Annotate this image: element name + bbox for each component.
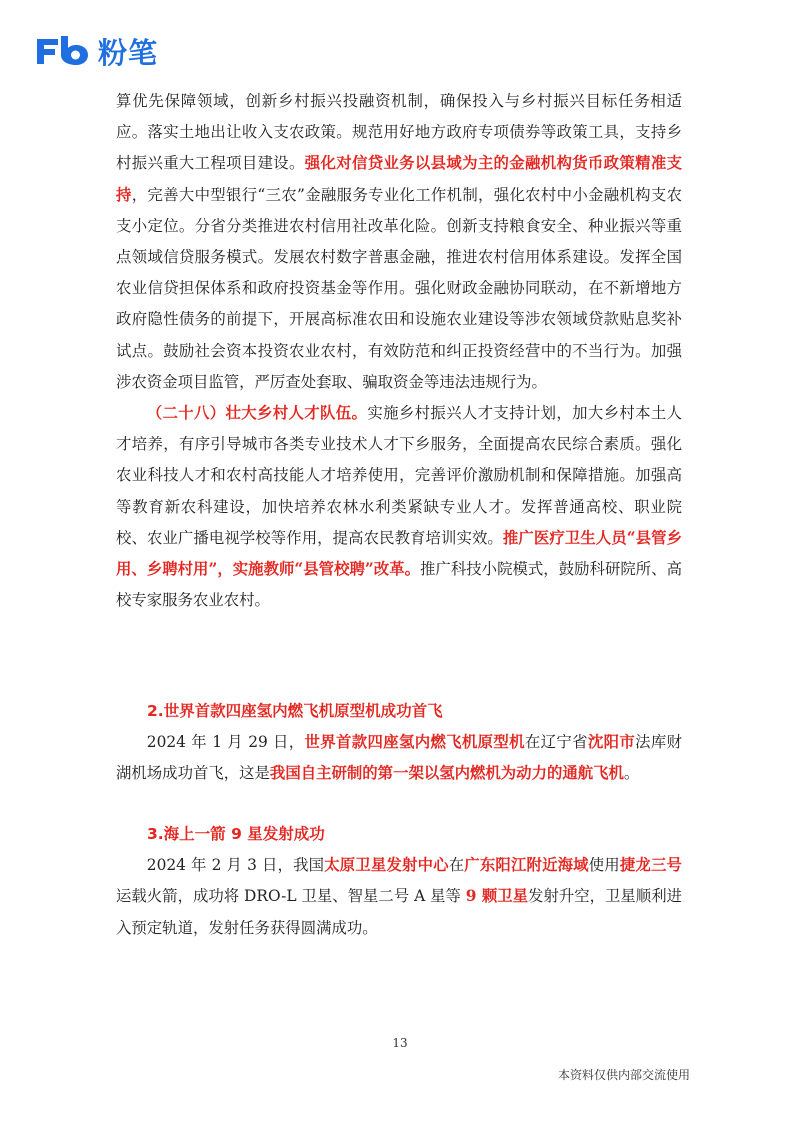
text-run: 2024 年 2 月 3 日，我国 bbox=[146, 856, 325, 875]
highlight-run: 强化对信贷业务以县域为主的金融机构货币政策精准支持 bbox=[116, 154, 682, 204]
section-heading: 3.海上一箭 9 星发射成功 bbox=[147, 825, 325, 843]
text-run: 运载火箭，成功将 DRO-L 卫星、智星二号 A 星等 bbox=[116, 887, 466, 906]
fenbi-logo-icon bbox=[34, 33, 96, 69]
text-run: 推广科技小院模式，鼓励科研院所、高校专家服务农业农村。 bbox=[116, 560, 682, 610]
text-run: 。 bbox=[623, 764, 640, 783]
section-heading: 2.世界首款四座氢内燃飞机原型机成功首飞 bbox=[147, 702, 443, 720]
highlight-run: 世界首款四座氢内燃飞机原型机 bbox=[304, 733, 525, 752]
text-run: 使用 bbox=[588, 856, 620, 875]
text-run: 在 bbox=[448, 856, 465, 875]
section-paragraph bbox=[116, 727, 682, 789]
text-run: 实施乡村振兴人才支持计划，加大乡村本土人才培养，有序引导城市各类专业技术人才下乡服务，全面提高农民综合素质。强化农业科技人才和农村高技能人才培养使用，完善评价激励机制和保障措施。加强高等教育新农科建设，加快培养农林水利类紧缺专业人才。发挥普通高校、职业院校、农业广播电视学校等作用，提高农民教育培训实效。 bbox=[116, 404, 682, 547]
highlight-run: 广东阳江附近海域 bbox=[464, 856, 589, 875]
text-run: 发射升空，卫星顺利进入预定轨道，发射任务获得圆满成功。 bbox=[116, 887, 682, 937]
text-run: ，完善大中型银行“三农”金融服务专业化工作机制，强化农村中小金融机构支农支小定位。分省分类推进农村信用社改革化险。创新支持粮食安全、种业振兴等重点领域信贷服务模式。发展农村数字普惠金融，推进农村信用体系建设。发挥全国农业信贷担保体系和政府投资基金等作用。强化财政金融协同联动，在不新增地方政府隐性债务的前提下，开展高标准农田和设施农业建设等涉农领域贷款贴息奖补试点。鼓励社会资本投资农业农村，有效防范和纠正投资经营中的不当行为。加强涉农资金项目监管，严厉查处套取、骗取资金等违法违规行为。 bbox=[116, 185, 682, 391]
paragraph-heading: （二十八）壮大乡村人才队伍。 bbox=[146, 404, 368, 423]
highlight-run: 捷龙三号 bbox=[619, 856, 682, 875]
document-body bbox=[116, 86, 682, 616]
highlight-run: 沈阳市 bbox=[587, 733, 636, 752]
highlight-run: 推广医疗卫生人员“县管乡用、乡聘村用”，实施教师“县管校聘”改革。 bbox=[116, 528, 682, 579]
text-run: 算优先保障领域，创新乡村振兴投融资机制，确保投入与乡村振兴目标任务相适应。落实土地出让收入支农政策。规范用好地方政府专项债券等政策工具，支持乡村振兴重大工程项目建设。 bbox=[116, 92, 682, 173]
text-run: 2024 年 1 月 29 日， bbox=[146, 733, 305, 752]
paragraph-talent bbox=[116, 398, 682, 616]
text-run: 法库财湖机场成功首飞，这是 bbox=[116, 733, 682, 783]
paragraph-finance bbox=[116, 86, 682, 398]
section-paragraph bbox=[116, 850, 682, 944]
section-hydrogen-aircraft bbox=[116, 696, 682, 790]
footer-note: 本资料仅供内部交流使用 bbox=[557, 1068, 690, 1082]
highlight-run: 9 颗卫星 bbox=[465, 887, 529, 906]
page-number: 13 bbox=[392, 1036, 408, 1050]
brand-name: 粉笔 bbox=[97, 35, 158, 70]
highlight-run: 我国自主研制的第一架以氢内燃机为动力的通航飞机 bbox=[269, 764, 624, 783]
brand-logo bbox=[34, 30, 158, 72]
highlight-run: 太原卫星发射中心 bbox=[324, 856, 449, 875]
section-sea-launch bbox=[116, 819, 682, 944]
text-run: 在辽宁省 bbox=[524, 733, 588, 752]
